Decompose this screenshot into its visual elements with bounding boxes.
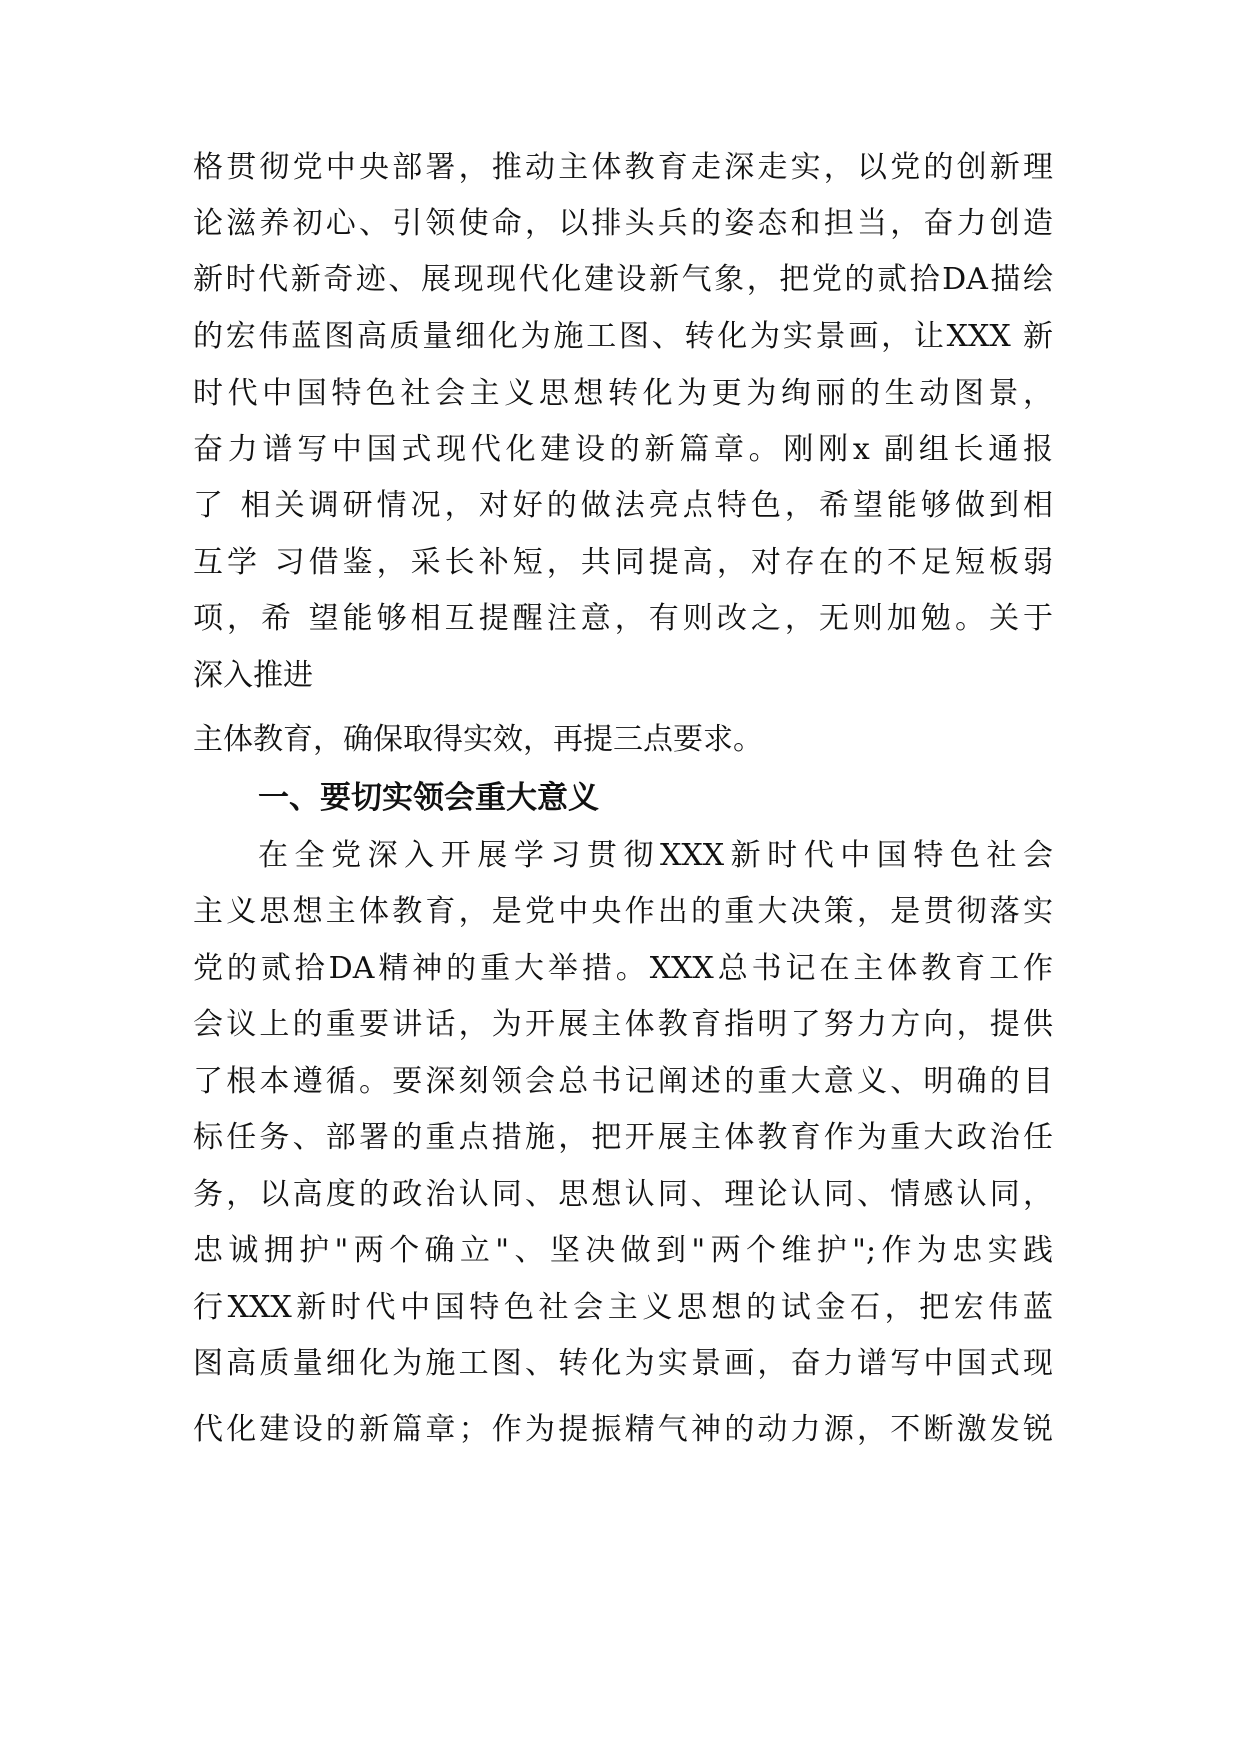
- paragraph-line: 主体教育，确保取得实效，再提三点要求。: [193, 722, 763, 757]
- paragraph-line: 主义思想主体教育，是党中央作出的重大决策，是贯彻落实: [193, 894, 1053, 929]
- paragraph-line: 的宏伟蓝图高质量细化为施工图、转化为实景画，让XXX 新: [193, 319, 1053, 354]
- paragraph-line: 新时代新奇迹、展现现代化建设新气象，把党的贰拾DA描绘: [193, 262, 1053, 297]
- paragraph-line: 务，以高度的政治认同、思想认同、理论认同、情感认同，: [193, 1177, 1053, 1212]
- paragraph-line: 会议上的重要讲话，为开展主体教育指明了努力方向，提供: [193, 1007, 1053, 1042]
- paragraph-line: 了 相关调研情况，对好的做法亮点特色，希望能够做到相: [193, 488, 1053, 523]
- paragraph-line: 项，希 望能够相互提醒注意，有则改之，无则加勉。关于: [193, 601, 1053, 636]
- paragraph-line: 互学 习借鉴，采长补短，共同提高，对存在的不足短板弱: [193, 545, 1053, 580]
- paragraph-line: 图高质量细化为施工图、转化为实景画，奋力谱写中国式现: [193, 1346, 1053, 1381]
- paragraph-line: 了根本遵循。要深刻领会总书记阐述的重大意义、明确的目: [193, 1064, 1053, 1099]
- paragraph-line: 时代中国特色社会主义思想转化为更为绚丽的生动图景，: [193, 376, 1053, 411]
- paragraph-line: 代化建设的新篇章；作为提振精气神的动力源，不断激发锐: [193, 1412, 1053, 1447]
- paragraph-line: 忠诚拥护"两个确立"、坚决做到"两个维护";作为忠实践: [193, 1233, 1053, 1268]
- paragraph-line: 标任务、部署的重点措施，把开展主体教育作为重大政治任: [193, 1120, 1053, 1155]
- paragraph-line: 论滋养初心、引领使命，以排头兵的姿态和担当，奋力创造: [193, 206, 1053, 241]
- paragraph-line: 在全党深入开展学习贯彻XXX新时代中国特色社会: [258, 838, 1053, 873]
- paragraph-line: 行XXX新时代中国特色社会主义思想的试金石，把宏伟蓝: [193, 1290, 1053, 1325]
- paragraph-line: 深入推进: [193, 658, 313, 693]
- paragraph-line: 党的贰拾DA精神的重大举措。XXX总书记在主体教育工作: [193, 951, 1053, 986]
- paragraph-line: 格贯彻党中央部署，推动主体教育走深走实，以党的创新理: [193, 150, 1053, 185]
- paragraph-line: 奋力谱写中国式现代化建设的新篇章。刚刚x 副组长通报: [193, 432, 1053, 467]
- section-heading: 一、要切实领会重大意义: [258, 780, 599, 816]
